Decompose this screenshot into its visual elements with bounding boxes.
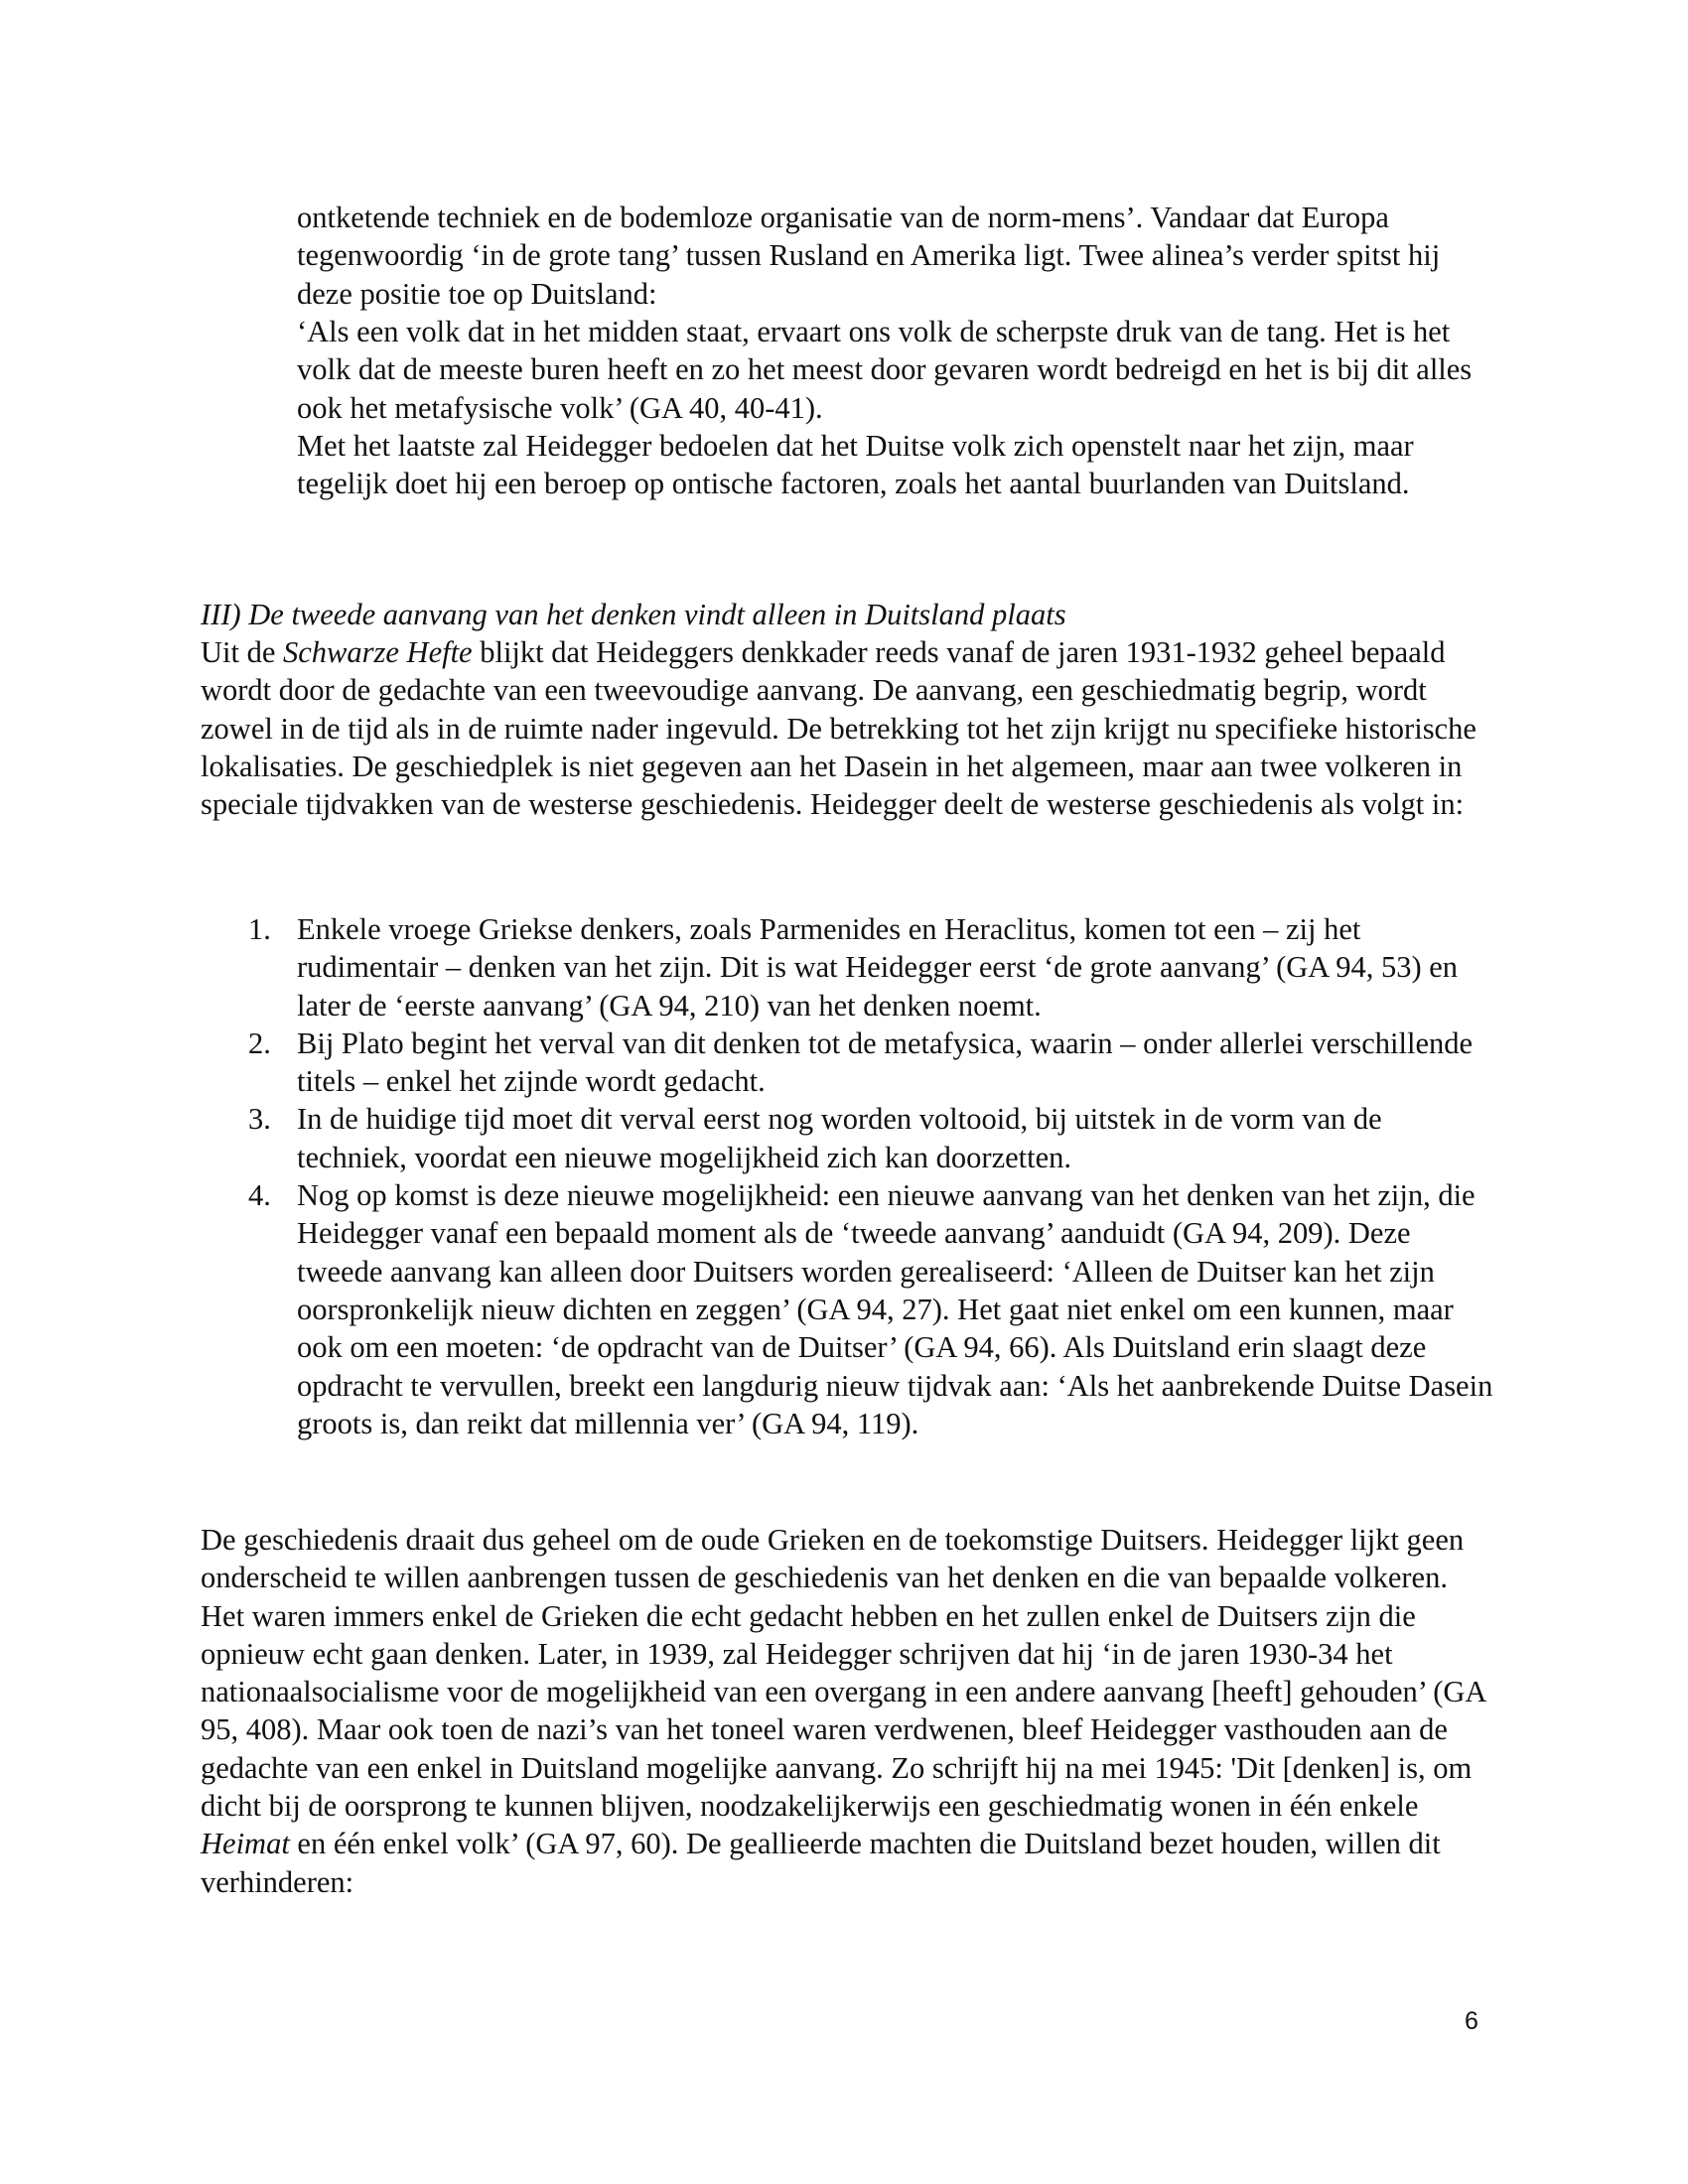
section-text-after: blijkt dat Heideggers denkkader reeds vanaf de jaren 1931-1932 geheel bepaald wordt door de gedachte van een tweevoudige aanvang. De aanvang, een geschiedmatig begrip, wordt zowel in de tijd als in de ruimte nader ingevuld. De betrekking tot het zijn krijgt nu specifieke historische lokalisaties. De geschiedplek is niet gegeven aan het Dasein in het algemeen, maar aan twee volkeren in speciale tijdvakken van de westerse geschiedenis. Heidegger deelt de westerse geschiedenis als volgt in: [201,635,1477,822]
closing-paragraph [201,1521,1491,1901]
list-number: 4. [248,1178,271,1213]
page-number: 6 [1465,2007,1478,2035]
list-item [248,1024,1499,1101]
closing-text-before: De geschiedenis draait dus geheel om de oude Grieken en de toekomstige Duitsers. Heidegger lijkt geen onderscheid te willen aanbrengen tussen de geschiedenis van het denken en die van bepaalde volkeren. Het waren immers enkel de Grieken die echt gedacht hebben en het zullen enkel de Duitsers zijn die opnieuw echt gaan denken. Later, in 1939, zal Heidegger schrijven dat hij ‘in de jaren 1930-34 het nationaalsocialisme voor de mogelijkheid van een overgang in een andere aanvang [heeft] gehouden’ (GA 95, 408). Maar ook toen de nazi’s van het toneel waren verdwenen, bleef Heidegger vasthouden aan de gedachte van een enkel in Duitsland mogelijke aanvang. Zo schrijft hij na mei 1945: 'Dit [denken] is, om dicht bij de oorsprong te kunnen blijven, noodzakelijkerwijs een geschiedmatig wonen in één enkele [201,1523,1485,1824]
list-text: Bij Plato begint het verval van dit denken tot de metafysica, waarin – onder allerlei verschillende titels – enkel het zijnde wordt gedacht. [297,1025,1474,1099]
list-text: Enkele vroege Griekse denkers, zoals Parmenides en Heraclitus, komen tot een – zij het rudimentair – denken van het zijn. Dit is wat Heidegger eerst ‘de grote aanvang’ (GA 94, 53) en later de ‘eerste aanvang’ (GA 94, 210) van het denken noemt. [297,912,1459,1023]
list-number: 3. [248,1102,271,1137]
intro-paragraph: ontketende techniek en de bodemloze organisatie van de norm-mens’. Vandaar dat Europa tegenwoordig ‘in de grote tang’ tussen Rusland en Amerika ligt. Twee alinea’s verder spitst hij deze positie toe op Duitsland: [297,201,1441,311]
quote-paragraph: ‘Als een volk dat in het midden staat, ervaart ons volk de scherpste druk van de tang. Het is het volk dat de meeste buren heeft en zo het meest door gevaren wordt bedreigd en het is bij dit alles ook het metafysische volk’ (GA 40, 40-41). [297,315,1473,425]
list-item [248,1100,1499,1176]
list-text: Nog op komst is deze nieuwe mogelijkheid: een nieuwe aanvang van het denken van het zijn, die Heidegger vanaf een bepaald moment als de ‘tweede aanvang’ aanduidt (GA 94, 209). Deze tweede aanvang kan alleen door Duitsers worden gerealiseerd: ‘Alleen de Duitser kan het zijn oorspronkelijk nieuw dichten en zeggen’ (GA 94, 27). Het gaat niet enkel om een kunnen, maar ook om een moeten: ‘de opdracht van de Duitser’ (GA 94, 66). Als Duitsland erin slaagt deze opdracht te vervullen, breekt een langdurig nieuw tijdvak aan: ‘Als het aanbrekende Duitse Dasein groots is, dan reikt dat millennia ver’ (GA 94, 119). [297,1178,1493,1440]
comment-paragraph: Met het laatste zal Heidegger bedoelen dat het Duitse volk zich openstelt naar het zijn, maar tegelijk doet hij een beroep op ontische factoren, zoals het aantal buurlanden van Duitsland. [297,429,1414,501]
section-text-before: Uit de [201,635,284,669]
history-periods-list [248,910,1499,1442]
schwarze-hefte-title: Schwarze Hefte [283,635,473,669]
closing-text-after: en één enkel volk’ (GA 97, 60). De geallieerde machten die Duitsland bezet houden, willen dit verhinderen: [201,1827,1441,1899]
heimat-term: Heimat [201,1827,290,1861]
list-number: 2. [248,1025,271,1060]
section-heading: III) De tweede aanvang van het denken vindt alleen in Duitsland plaats [201,598,1066,631]
list-number: 1. [248,912,271,946]
list-text: In de huidige tijd moet dit verval eerst nog worden voltooid, bij uitstek in de vorm van de techniek, voordat een nieuwe mogelijkheid zich kan doorzetten. [297,1102,1382,1174]
section-paragraph [201,633,1491,823]
list-item [248,1176,1499,1442]
list-item [248,910,1499,1024]
